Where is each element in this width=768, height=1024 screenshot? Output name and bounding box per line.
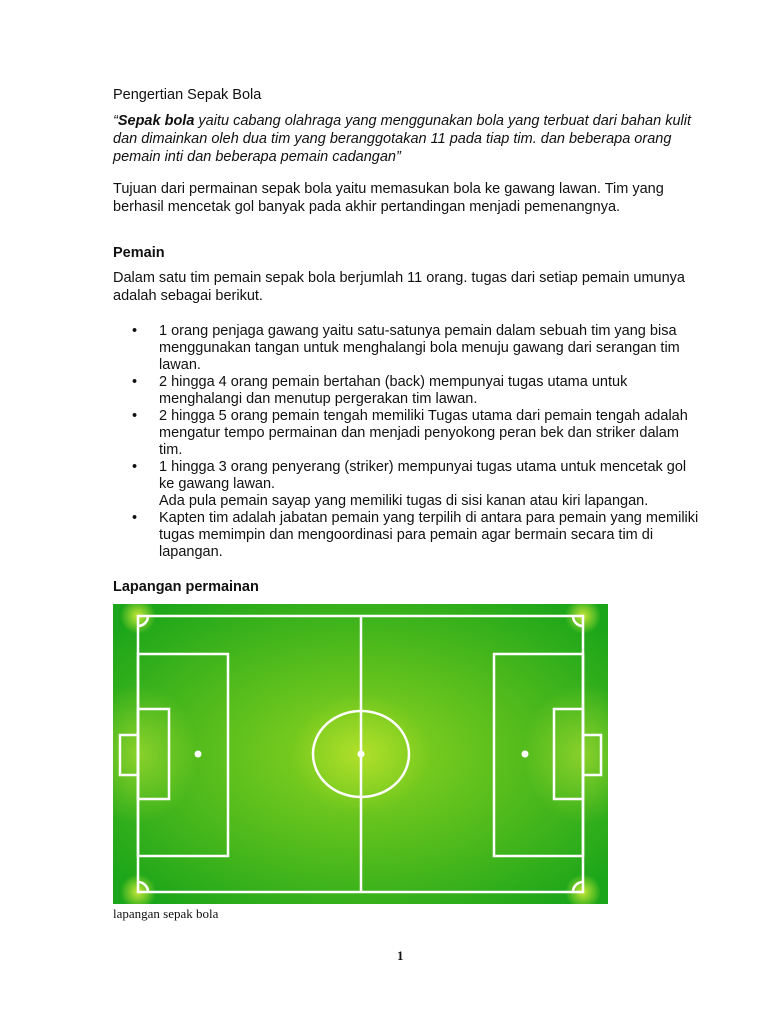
right-penalty-spot — [522, 751, 529, 758]
players-list-item-text: 1 orang penjaga gawang yaitu satu-satunya pemain dalam sebuah tim yang bisa menggunakan tangan untuk menghalangi bola menuju gawang dari serangan tim lawan. — [159, 323, 680, 373]
bullet-point: • — [132, 459, 138, 475]
players-list — [113, 323, 703, 561]
players-list-item-extra: Ada pula pemain sayap yang memiliki tugas di sisi kanan atau kiri lapangan. — [159, 493, 649, 509]
players-list-item — [113, 374, 703, 408]
definition-quote — [113, 112, 693, 166]
quote-open-mark: “ — [113, 113, 118, 129]
bullet-point: • — [132, 374, 138, 390]
players-list-item — [113, 459, 703, 510]
soccer-field-diagram — [113, 604, 608, 904]
field-heading: Lapangan permainan — [113, 579, 259, 595]
bullet-point: • — [132, 510, 138, 526]
players-list-item — [113, 323, 703, 374]
left-penalty-spot — [195, 751, 202, 758]
players-list-item-text: Kapten tim adalah jabatan pemain yang terpilih di antara para pemain yang memiliki tugas memimpin dan mengoordinasi para pemain agar bermain secara tim di lapangan. — [159, 510, 699, 560]
players-list-item-text: 2 hingga 4 orang pemain bertahan (back) mempunyai tugas utama untuk menghalangi dan menutup pergerakan tim lawan. — [159, 374, 628, 407]
players-intro: Dalam satu tim pemain sepak bola berjumlah 11 orang. tugas dari setiap pemain umunya adalah sebagai berikut. — [113, 270, 685, 304]
quote-text: yaitu cabang olahraga yang menggunakan bola yang terbuat dari bahan kulit dan dimainkan oleh dua tim yang beranggotakan 11 pada tiap tim. dan beberapa orang pemain inti dan beberapa pemain cadangan — [113, 113, 691, 165]
players-list-item — [113, 408, 703, 459]
quote-close-mark: ” — [395, 149, 401, 165]
players-list-item-text: 2 hingga 5 orang pemain tengah memiliki Tugas utama dari pemain tengah adalah mengatur tempo permainan dan menjadi penyokong peran bek dan striker dalam tim. — [159, 408, 688, 458]
center-spot — [358, 751, 365, 758]
players-list-item-text: 1 hingga 3 orang penyerang (striker) mempunyai tugas utama untuk mencetak gol ke gawang lawan. — [159, 459, 687, 492]
bullet-point: • — [132, 408, 138, 424]
quote-term: Sepak bola — [117, 113, 195, 129]
purpose-paragraph: Tujuan dari permainan sepak bola yaitu memasukan bola ke gawang lawan. Tim yang berhasil mencetak gol banyak pada akhir pertandingan menjadi pemenangnya. — [113, 181, 664, 215]
field-caption: lapangan sepak bola — [113, 906, 219, 921]
page-number: 1 — [397, 948, 404, 963]
bullet-point: • — [132, 323, 138, 339]
section-title: Pengertian Sepak Bola — [113, 87, 262, 103]
players-list-item — [113, 510, 703, 561]
soccer-field-image — [113, 604, 608, 904]
players-heading: Pemain — [113, 245, 165, 261]
